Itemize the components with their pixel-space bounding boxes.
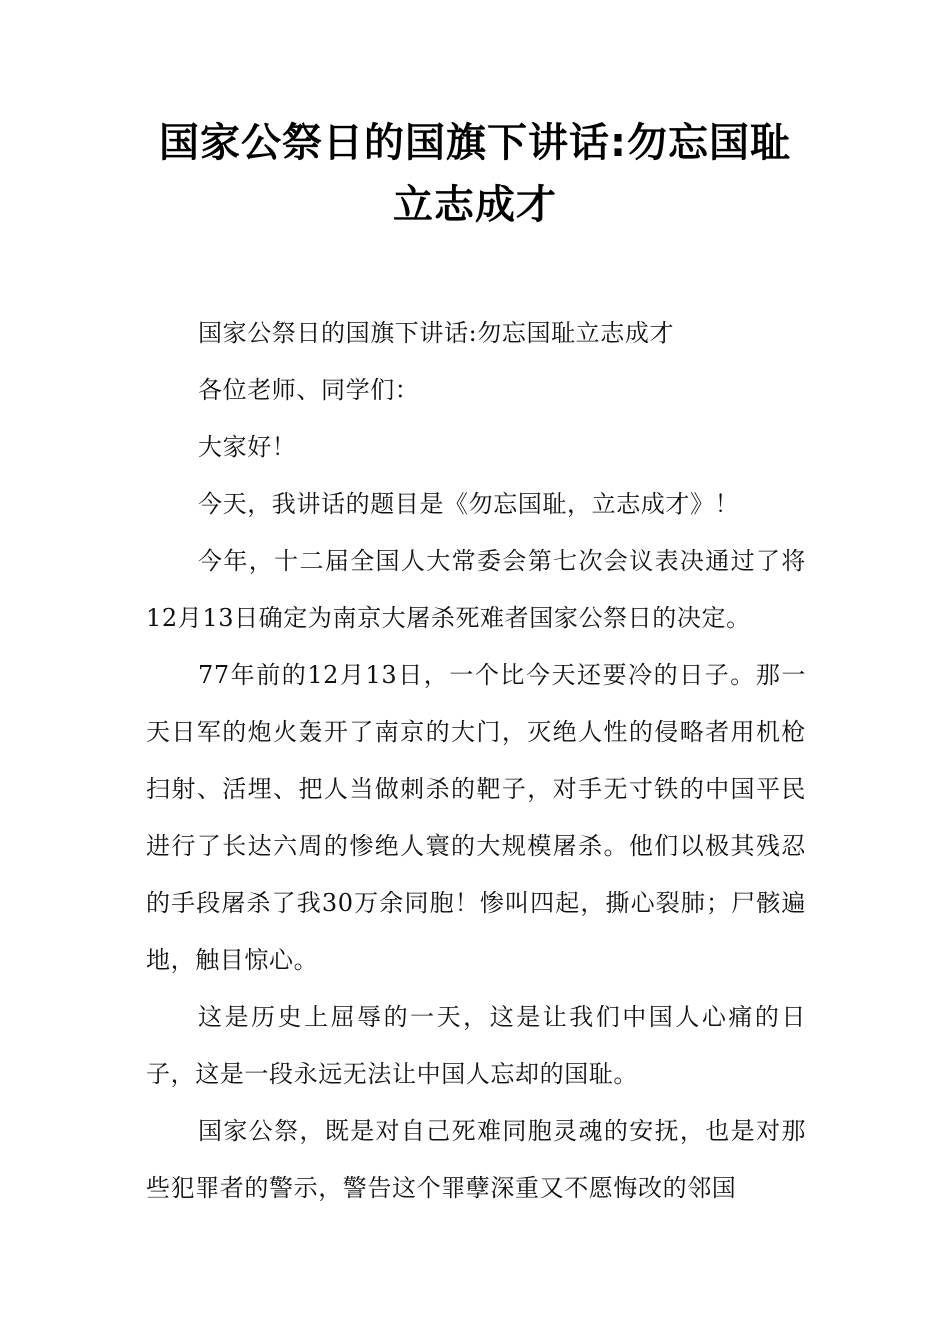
paragraph-greeting: 大家好！ — [198, 433, 297, 461]
paragraph-memorial: 国家公祭，既是对自己死难同胞灵魂的安抚，也是对那些犯罪者的警示，警告这个罪孽深重又不愿悔改的邻国 — [146, 1117, 806, 1202]
paragraph-history: 77年前的12月13日，一个比今天还要冷的日子。那一天日军的炮火轰开了南京的大门，灭绝人性的侵略者用机枪扫射、活埋、把人当做刺杀的靶子，对手无寸铁的中国平民进行了长达六周的惨绝人寰的大规模屠杀。他们以极其残忍的手段屠杀了我30万余同胞！惨叫四起，撕心裂肺；尸骸遍地，触目惊心。 — [146, 661, 806, 974]
paragraph-salutation: 各位老师、同学们： — [198, 376, 420, 404]
document-title: 国家公祭日的国旗下讲话:勿忘国耻 立志成才 — [159, 120, 791, 228]
document-body — [146, 305, 806, 1217]
paragraph-topic: 今天，我讲话的题目是《勿忘国耻，立志成才》！ — [198, 490, 740, 518]
paragraph-subtitle: 国家公祭日的国旗下讲话:勿忘国耻立志成才 — [198, 319, 675, 347]
paragraph-decision: 今年，十二届全国人大常委会第七次会议表决通过了将12月13日确定为南京大屠杀死难者国家公祭日的决定。 — [146, 547, 806, 632]
paragraph-humiliation: 这是历史上屈辱的一天，这是让我们中国人心痛的日子，这是一段永远无法让中国人忘却的国耻。 — [146, 1003, 806, 1088]
